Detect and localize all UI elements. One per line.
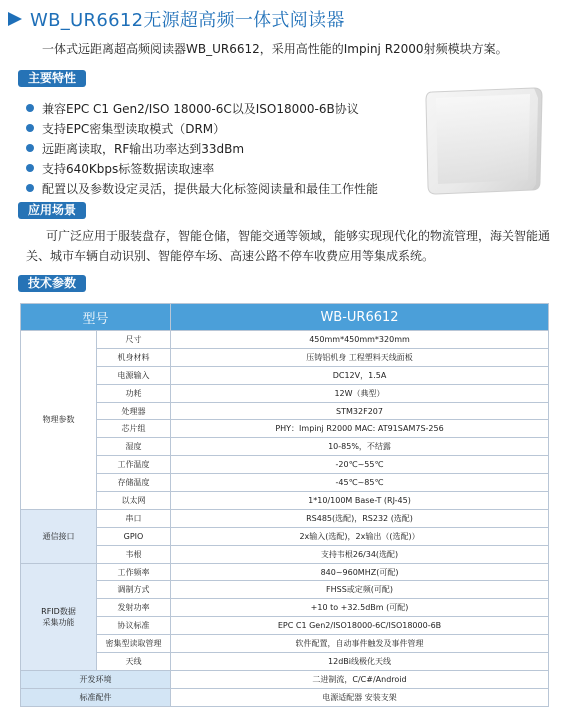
row-value: 软件配置，自动事件触发及事件管理 [171, 635, 549, 653]
table-row [21, 492, 549, 510]
row-value: 压铸铝机身 工程塑料天线面板 [171, 348, 549, 366]
model-label-header: 型号 [21, 304, 171, 331]
row-label: 芯片组 [97, 420, 171, 438]
row-label: 天线 [97, 653, 171, 671]
row-label: 发射功率 [97, 599, 171, 617]
row-label: 功耗 [97, 384, 171, 402]
table-row [21, 653, 549, 671]
dot-bullet-icon [26, 164, 34, 172]
table-row [21, 509, 549, 527]
table-row [21, 366, 549, 384]
row-label: 韦根 [97, 545, 171, 563]
feature-item: 支持EPC密集型读取模式（DRM） [26, 118, 378, 138]
row-label: 工作频率 [97, 563, 171, 581]
row-value: 840~960MHZ(可配) [171, 563, 549, 581]
row-label: 串口 [97, 509, 171, 527]
table-row [21, 563, 549, 581]
row-value: 二进制流，C/C#/Android [171, 670, 549, 688]
table-row [21, 474, 549, 492]
table-row [21, 331, 549, 349]
page-title: WB_UR6612无源超高频一体式阅读器 [30, 10, 345, 31]
row-label: 标准配件 [21, 688, 171, 706]
table-row [21, 670, 549, 688]
specs-section-tag: 技术参数 [18, 275, 86, 292]
table-row [21, 348, 549, 366]
reader-device-image [422, 84, 548, 196]
table-row [21, 581, 549, 599]
row-label: 以太网 [97, 492, 171, 510]
row-label: 工作温度 [97, 456, 171, 474]
table-row [21, 545, 549, 563]
row-label: 处理器 [97, 402, 171, 420]
row-label: 协议标准 [97, 617, 171, 635]
row-value: 10-85%，不结露 [171, 438, 549, 456]
row-label: 机身材料 [97, 348, 171, 366]
row-label: 密集型读取管理 [97, 635, 171, 653]
feature-item: 支持640Kbps标签数据读取速率 [26, 158, 378, 178]
model-value-header: WB-UR6612 [171, 304, 549, 331]
dot-bullet-icon [26, 124, 34, 132]
row-value: 12dBi线极化天线 [171, 653, 549, 671]
category-cell: 通信接口 [21, 509, 97, 563]
row-value: 2x输入(选配)，2x输出（(选配)） [171, 527, 549, 545]
page-title-row [8, 6, 345, 32]
row-value: EPC C1 Gen2/ISO18000-6C/ISO18000-6B [171, 617, 549, 635]
application-description: 可广泛应用于服装盘存，智能仓储，智能交通等领域，能够实现现代化的物流管理，海关智能通关、城市车辆自动识别、智能停车场、高速公路不停车收费应用等集成系统。 [26, 229, 551, 263]
row-value: 450mm*450mm*320mm [171, 331, 549, 349]
row-value: 1*10/100M Base-T (RJ-45) [171, 492, 549, 510]
dot-bullet-icon [26, 144, 34, 152]
table-row [21, 527, 549, 545]
page-subtitle: 一体式远距离超高频阅读器WB_UR6612，采用高性能的Impinj R2000射频模块方案。 [42, 42, 508, 56]
table-row [21, 384, 549, 402]
table-row [21, 420, 549, 438]
row-value: DC12V，1.5A [171, 366, 549, 384]
table-header-row [21, 304, 549, 331]
features-list [26, 98, 378, 198]
row-value: RS485(选配)，RS232 (选配) [171, 509, 549, 527]
table-row [21, 617, 549, 635]
feature-item: 兼容EPC C1 Gen2/ISO 18000-6C以及ISO18000-6B协议 [26, 98, 378, 118]
row-value: STM32F207 [171, 402, 549, 420]
row-value: FHSS或定频(可配) [171, 581, 549, 599]
row-label: 调制方式 [97, 581, 171, 599]
table-row [21, 456, 549, 474]
table-row [21, 402, 549, 420]
row-value: +10 to +32.5dBm (可配) [171, 599, 549, 617]
row-label: 尺寸 [97, 331, 171, 349]
feature-item: 远距离读取，RF输出功率达到33dBm [26, 138, 378, 158]
table-row [21, 635, 549, 653]
row-value: PHY：Impinj R2000 MAC: AT91SAM7S-256 [171, 420, 549, 438]
row-label: 湿度 [97, 438, 171, 456]
category-cell: 物理参数 [21, 331, 97, 510]
row-label: 电源输入 [97, 366, 171, 384]
row-value: -45℃~85℃ [171, 474, 549, 492]
row-label: 存储温度 [97, 474, 171, 492]
row-value: 12W（典型） [171, 384, 549, 402]
triangle-arrow-icon [8, 12, 22, 26]
row-value: 支持韦根26/34(选配) [171, 545, 549, 563]
feature-item: 配置以及参数设定灵活，提供最大化标签阅读量和最佳工作性能 [26, 178, 378, 198]
dot-bullet-icon [26, 184, 34, 192]
row-label: 开发环境 [21, 670, 171, 688]
row-value: 电源适配器 安装支架 [171, 688, 549, 706]
application-section-tag: 应用场景 [18, 202, 86, 219]
table-row [21, 438, 549, 456]
specs-table [20, 303, 549, 707]
dot-bullet-icon [26, 104, 34, 112]
table-row [21, 688, 549, 706]
row-label: GPIO [97, 527, 171, 545]
row-value: -20℃~55℃ [171, 456, 549, 474]
table-row [21, 599, 549, 617]
category-cell: RFID数据 采集功能 [21, 563, 97, 670]
features-section-tag: 主要特性 [18, 70, 86, 87]
